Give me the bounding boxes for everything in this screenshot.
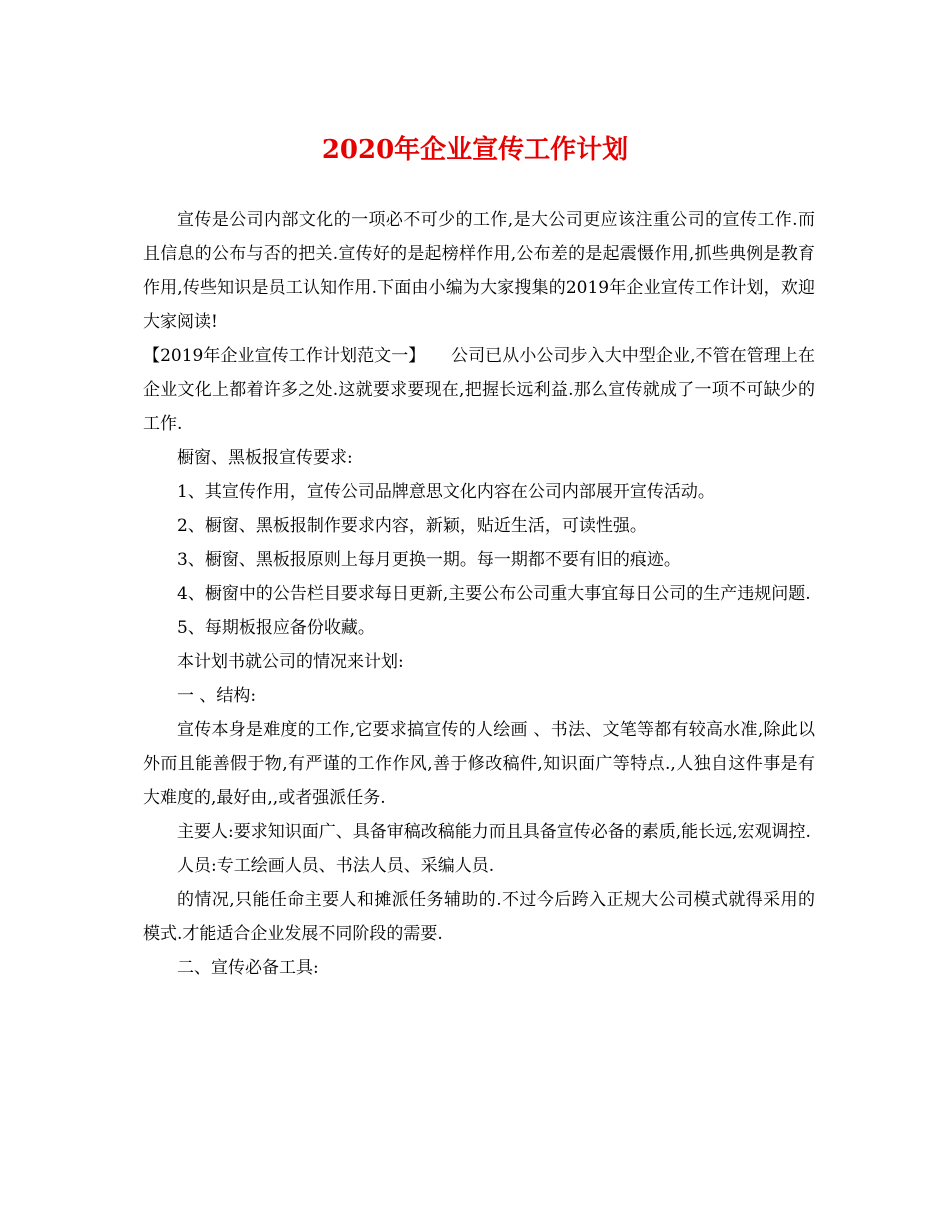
document-body [143, 203, 815, 985]
paragraph: 本计划书就公司的情况来计划: [177, 652, 404, 672]
paragraph: 一 、结构: [177, 686, 257, 706]
paragraph: 宣传是公司内部文化的一项必不可少的工作,是大公司更应该注重公司的宣传工作.而且信息的公布与否的把关.宣传好的是起榜样作用,公布差的是起震慑作用,抓些典例是教育作用,传些知识是员工认知作用.下面由小编为大家搜集的2019年企业宣传工作计划，欢迎大家阅读! [143, 210, 815, 332]
paragraph: 人员:专工绘画人员、书法人员、采编人员. [177, 856, 495, 876]
paragraph: 5、每期板报应备份收藏。 [177, 618, 375, 638]
paragraph: 的情况,只能任命主要人和摊派任务辅助的.不过今后跨入正规大公司模式就得采用的模式.才能适合企业发展不同阶段的需要. [143, 890, 815, 944]
paragraph: 2、橱窗、黑板报制作要求内容，新颖，贴近生活，可读性强。 [177, 516, 647, 536]
paragraph: 宣传本身是难度的工作,它要求搞宣传的人绘画 、书法、文笔等都有较高水准,除此以外而且能善假于物,有严谨的工作作风,善于修改稿件,知识面广等特点.,人独自这件事是有大难度的,最好由,,或者强派任务. [143, 720, 815, 808]
paragraph: 主要人:要求知识面广、具备审稿改稿能力而且具备宣传必备的素质,能长远,宏观调控. [177, 822, 811, 842]
document-title: 2020年企业宣传工作计划 [321, 135, 629, 165]
paragraph: 4、橱窗中的公告栏目要求每日更新,主要公布公司重大事宜每日公司的生产违规问题. [177, 584, 811, 604]
paragraph: 3、橱窗、黑板报原则上每月更换一期。每一期都不要有旧的痕迹。 [177, 550, 681, 570]
paragraph: 【2019年企业宣传工作计划范文一】 公司已从小公司步入大中型企业,不管在管理上在企业文化上都着许多之处.这就要求要现在,把握长远利益.那么宣传就成了一项不可缺少的工作. [143, 346, 815, 434]
paragraph: 橱窗、黑板报宣传要求: [177, 448, 353, 468]
paragraph: 1、其宣传作用，宣传公司品牌意思文化内容在公司内部展开宣传活动。 [177, 482, 715, 502]
paragraph: 二、宣传必备工具: [177, 958, 319, 978]
